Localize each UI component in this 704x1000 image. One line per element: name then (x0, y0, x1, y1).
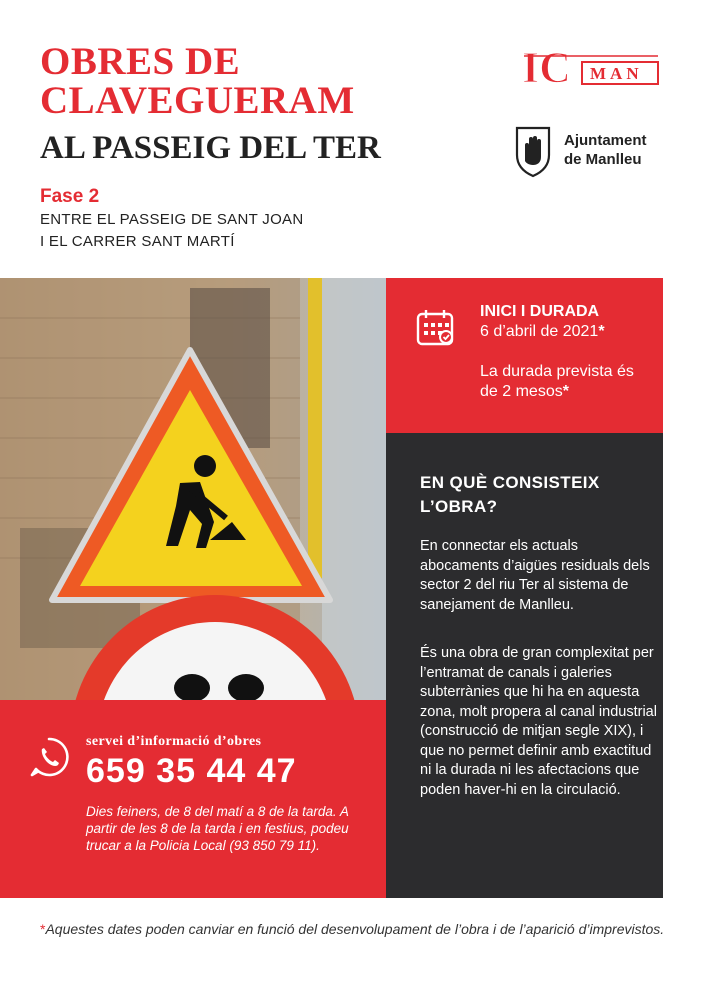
title-line-2: CLAVEGUERAM (40, 79, 355, 122)
page-title (40, 42, 355, 120)
service-hours: Dies feiners, de 8 del matí a 8 de la tarda. A partir de les 8 de la tarda i en festius, podeu trucar a la Policia Local (93 850 79 11). (86, 804, 349, 853)
start-heading: INICI I DURADA (480, 303, 600, 320)
description-paragraph-1: En connectar els actuals abocaments d’aigües residuals dels sector 2 del riu Ter al sistema de sanejament de Manlleu. (420, 538, 650, 613)
roadwork-photo (0, 278, 386, 700)
icman-logo (522, 44, 660, 90)
duration-text: La durada prevista és de 2 mesos (480, 363, 634, 400)
start-date-text: 6 d’abril de 2021 (480, 323, 599, 340)
start-date-asterisk: * (598, 323, 605, 340)
project-description-panel (386, 433, 663, 898)
shield-icon (514, 125, 552, 179)
page-subtitle: AL PASSEIG DEL TER (40, 130, 381, 166)
section-line-1: ENTRE EL PASSEIG DE SANT JOAN (40, 211, 304, 228)
section-description (40, 209, 304, 253)
section-line-2: I EL CARRER SANT MARTÍ (40, 233, 235, 250)
icman-logo-ic: IC (522, 44, 571, 90)
description-paragraph-2: És una obra de gran complexitat per l’entramat de canals i galeries subterrànies que hi ha en aquesta zona, molt propera al canal industrial (construcció de mitjan segle XIX), i que no permet definir amb exactitud ni la durada ni les afectacions que poden haver-hi en la circulació. (420, 645, 657, 798)
description-heading: EN QUÈ CONSISTEIX L’OBRA? (420, 473, 600, 516)
ajuntament-line-2: de Manlleu (564, 151, 642, 168)
footnote (40, 920, 680, 938)
info-service-label: servei d’informació d’obres (86, 734, 262, 749)
footnote-asterisk: * (40, 921, 46, 937)
contact-panel (0, 700, 386, 898)
ajuntament-line-1: Ajuntament (564, 132, 647, 149)
start-duration-panel (386, 278, 663, 433)
duration-note (480, 362, 650, 402)
phone-number[interactable]: 659 35 44 47 (86, 752, 297, 790)
duration-asterisk: * (562, 383, 569, 400)
icman-logo-man: MAN (590, 64, 643, 83)
ajuntament-logo (514, 125, 674, 185)
footnote-text: Aquestes dates poden canviar en funció del desenvolupament de l’obra i de l’aparició d’imprevistos. (45, 921, 665, 937)
phase-label: Fase 2 (40, 186, 100, 207)
calendar-icon (416, 308, 454, 346)
start-date (480, 322, 605, 342)
title-line-1: OBRES DE (40, 40, 241, 83)
whatsapp-icon (28, 736, 70, 778)
